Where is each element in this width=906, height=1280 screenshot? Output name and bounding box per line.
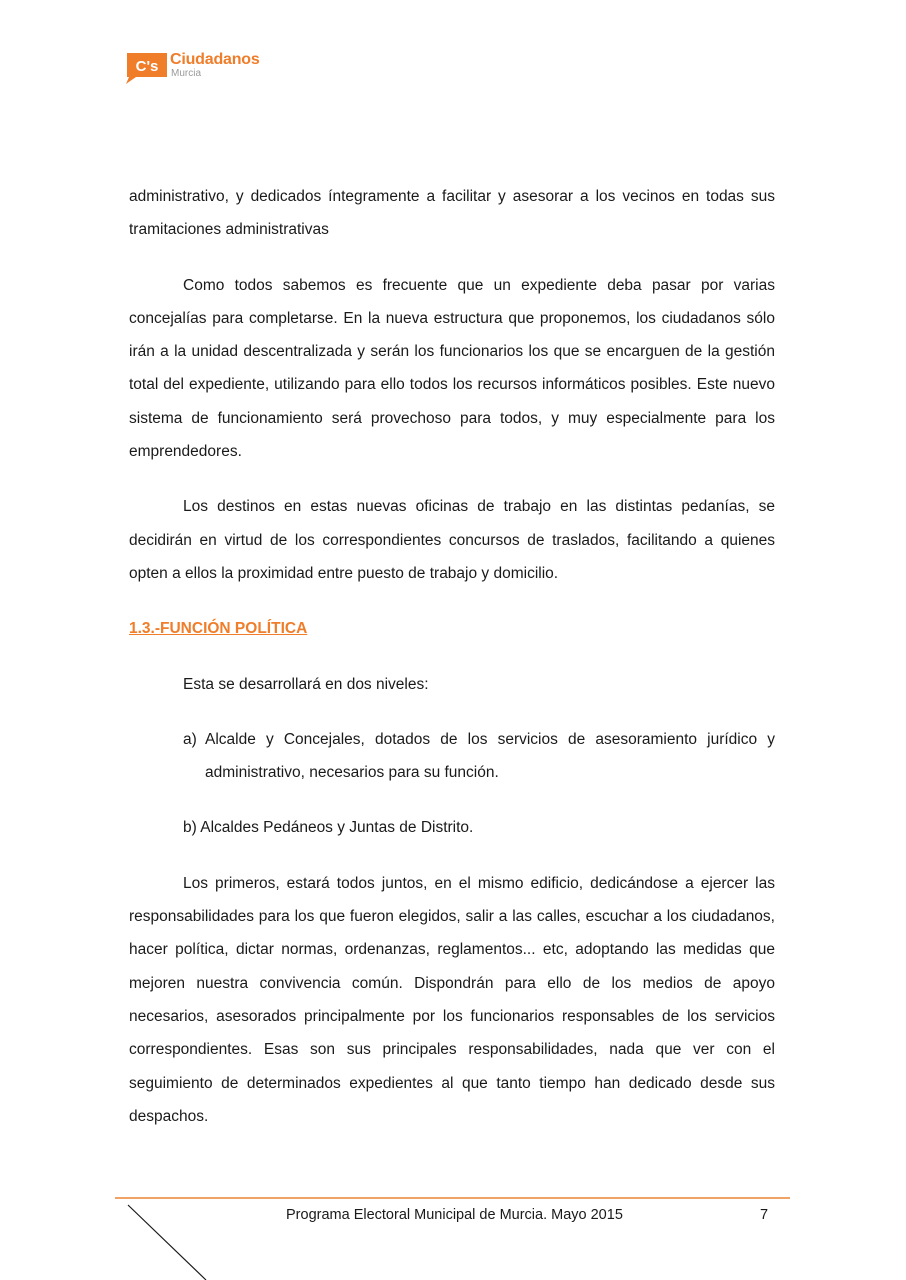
paragraph-expediente: Como todos sabemos es frecuente que un expediente deba pasar por varias concejalías para completarse. En la nueva estructura que proponemos, los ciudadanos sólo irán a la unidad descentralizada y serán los funcionarios los que se encarguen de la gestión total del expediente, utilizando para ello todos los recursos informáticos posibles. Este nuevo sistema de funcionamiento será provechoso para todos, y muy especialmente para los emprendedores. [129,276,775,461]
list-item-b: b) Alcaldes Pedáneos y Juntas de Distrito. [183,819,474,837]
paragraph-primeros: Los primeros, estará todos juntos, en el mismo edificio, dedicándose a ejercer las responsabilidades para los que fueron elegidos, salir a las calles, escuchar a los ciudadanos, hacer política, dictar normas, ordenanzas, reglamentos... etc, adoptando las medidas que mejoren nuestra convivencia común. Dispondrán para ello de los medios de apoyo necesarios, asesorados principalmente por los funcionarios responsables de los servicios correspondientes. Esas son sus principales responsabilidades, nada que ver con el seguimiento de determinados expedientes al que tanto tiempo han dedicado desde sus despachos. [129,874,775,1125]
footer-diagonal-line [126,1203,208,1280]
logo-name: Ciudadanos [170,51,260,68]
footer-divider [115,1197,790,1199]
logo-mark-text: C's [135,58,159,75]
page-number: 7 [760,1207,769,1223]
logo-speech-bubble-icon [124,51,168,85]
paragraph-destinos: Los destinos en estas nuevas oficinas de trabajo en las distintas pedanías, se decidirán en virtud de los correspondientes concursos de traslados, facilitando a quienes opten a ellos la proximidad entre puesto de trabajo y domicilio. [129,498,775,582]
ciudadanos-logo [124,51,274,85]
paragraph-continuation: administrativo, y dedicados íntegramente a facilitar y asesorar a los vecinos en todas sus tramitaciones administrativas [129,188,775,239]
list-marker-a: a) [183,730,197,748]
paragraph-intro: Esta se desarrollará en dos niveles: [183,675,429,693]
footer-title: Programa Electoral Municipal de Murcia. Mayo 2015 [286,1207,623,1223]
list-text-a: Alcalde y Concejales, dotados de los servicios de asesoramiento jurídico y administrativo, necesarios para su función. [205,730,775,782]
list-item-a [129,723,775,790]
document-body [129,180,775,1155]
logo-subtitle: Murcia [171,68,202,79]
section-heading: 1.3.-FUNCIÓN POLÍTICA [129,620,308,638]
